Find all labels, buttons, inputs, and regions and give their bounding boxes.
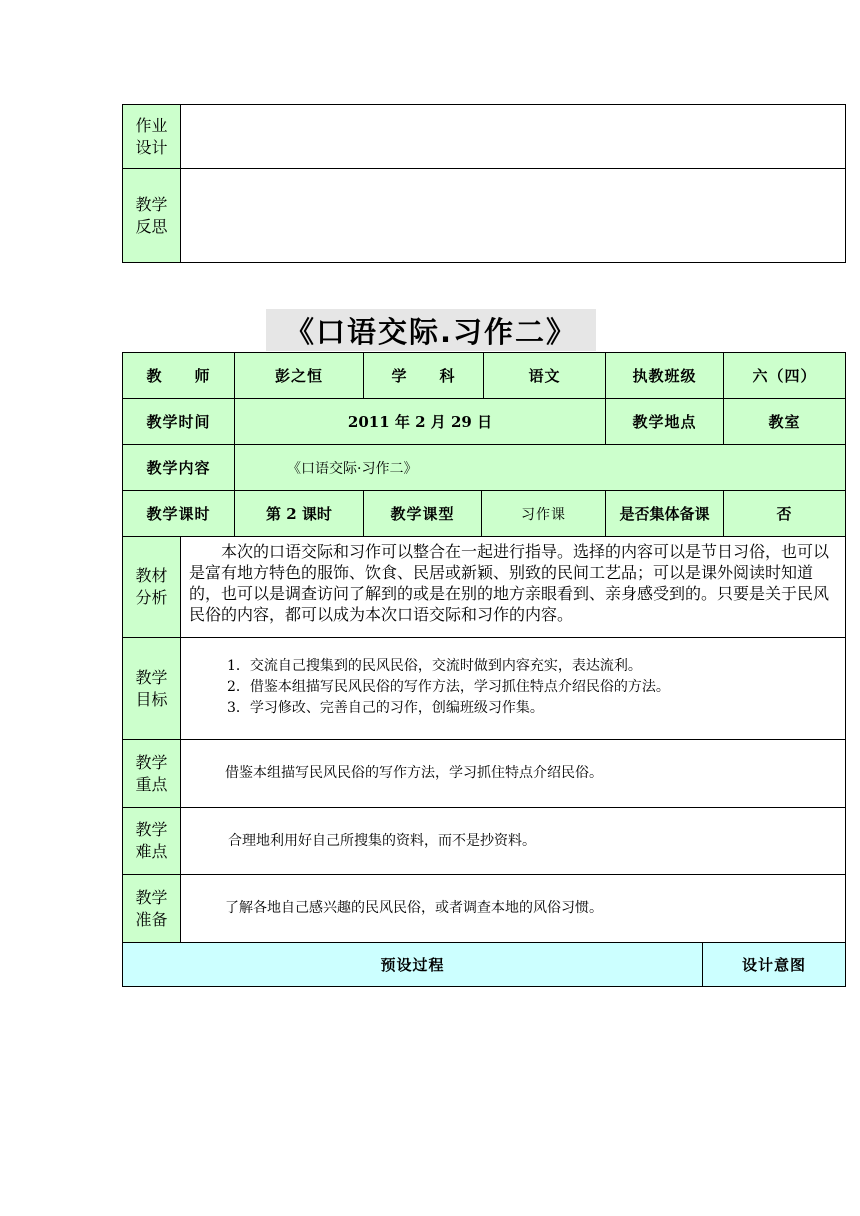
key-content-cell [180, 739, 846, 808]
subject-label: 学 科 [363, 352, 484, 399]
class-value: 六（四） [723, 352, 846, 399]
type-label: 教学课型 [363, 490, 482, 537]
difficulty-label: 教学难点 [135, 820, 168, 861]
reflection-content-cell[interactable] [180, 168, 846, 263]
reflection-label: 教学反思 [135, 194, 168, 236]
period-value: 第 2 课时 [234, 490, 364, 537]
class-label: 执教班级 [605, 352, 724, 399]
homework-content-cell[interactable] [180, 104, 846, 169]
place-value: 教室 [723, 398, 846, 445]
goal-item-2: 2．借鉴本组描写民风民俗的写作方法，学习抓住特点介绍民俗的方法。 [227, 679, 670, 695]
collective-label: 是否集体备课 [605, 490, 724, 537]
type-value: 习作课 [481, 490, 606, 537]
difficulty-content-cell [180, 807, 846, 875]
time-label: 教学时间 [122, 398, 235, 445]
collective-value: 否 [723, 490, 846, 537]
analysis-text: 本次的口语交际和习作可以整合在一起进行指导。选择的内容可以是节日习俗，也可以是富有地方特色的服饰、饮食、民居或新颖、别致的民间工艺品；可以是课外阅读时知道的，也可以是调查访问了解到的或是在别的地方亲眼看到、亲身感受到的。只要是关于民风民俗的内容，都可以成为本次口语交际和习作的内容。 [189, 542, 830, 624]
key-label-cell [122, 739, 181, 808]
goals-label: 教学目标 [135, 667, 168, 709]
intent-header: 设计意图 [702, 942, 846, 987]
prep-text: 了解各地自己感兴趣的民风民俗，或者调查本地的风俗习惯。 [225, 900, 603, 916]
prep-label-cell [122, 874, 181, 943]
analysis-label: 教材分析 [135, 566, 168, 607]
goals-content-cell [180, 637, 846, 740]
lesson-title: 《口语交际.习作二》 [266, 309, 596, 351]
key-label: 教学重点 [135, 752, 168, 794]
content-value: 《口语交际·习作二》 [287, 460, 418, 477]
key-text: 借鉴本组描写民风民俗的写作方法，学习抓住特点介绍民俗。 [225, 765, 603, 781]
homework-label-cell [122, 104, 181, 169]
subject-value: 语文 [483, 352, 606, 399]
analysis-content-cell [180, 536, 846, 638]
analysis-label-cell [122, 536, 181, 638]
place-label: 教学地点 [605, 398, 724, 445]
teacher-label: 教 师 [122, 352, 235, 399]
content-label: 教学内容 [122, 444, 235, 491]
process-header: 预设过程 [122, 942, 703, 987]
homework-label: 作业设计 [135, 115, 168, 157]
prep-label: 教学准备 [135, 887, 168, 929]
reflection-label-cell [122, 168, 181, 263]
difficulty-text: 合理地利用好自己所搜集的资料，而不是抄资料。 [228, 832, 536, 849]
teacher-value: 彭之恒 [234, 352, 364, 399]
content-value-cell [234, 444, 846, 491]
difficulty-label-cell [122, 807, 181, 875]
period-label: 教学课时 [122, 490, 235, 537]
prep-content-cell [180, 874, 846, 943]
time-value: 2011 年 2 月 29 日 [234, 398, 606, 445]
goal-item-3: 3．学习修改、完善自己的习作，创编班级习作集。 [227, 700, 544, 716]
goal-item-1: 1．交流自己搜集到的民风民俗，交流时做到内容充实，表达流利。 [227, 658, 642, 674]
goals-label-cell [122, 637, 181, 740]
